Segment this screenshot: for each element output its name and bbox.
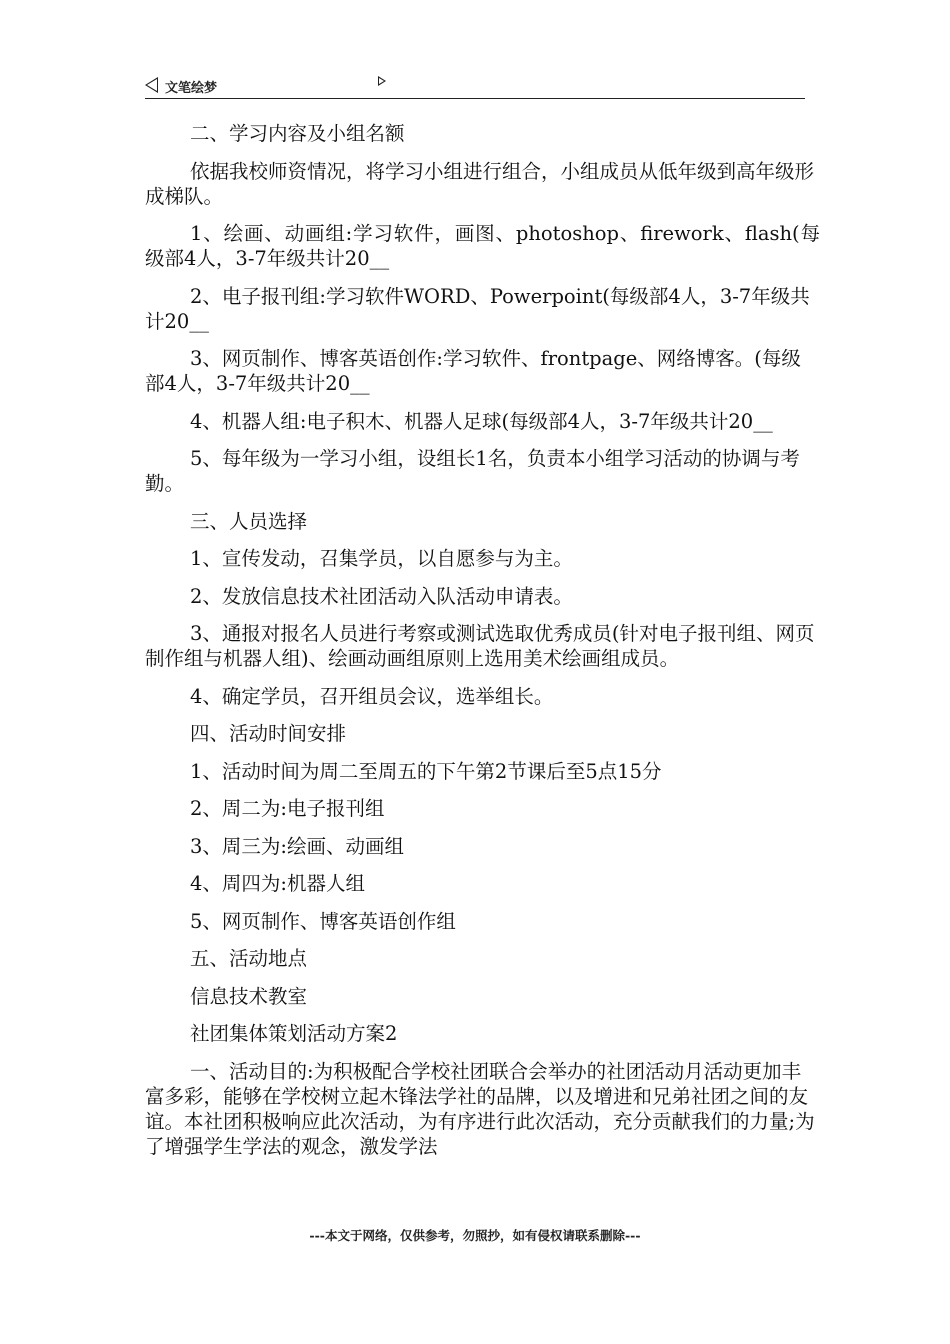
paragraph: 2、周二为:电子报刊组 — [190, 797, 385, 820]
header-brand: 文笔绘梦 — [165, 81, 218, 96]
section-heading-4: 四、活动时间安排 — [190, 722, 347, 745]
section-heading-5: 五、活动地点 — [190, 947, 308, 970]
document-body — [145, 121, 820, 1159]
paragraph: 2、电子报刊组:学习软件WORD、Powerpoint(每级部4人，3-7年级共计20__ — [145, 284, 810, 333]
paragraph: 3、网页制作、博客英语创作:学习软件、frontpage、网络博客。(每级部4人，3-7年级共计20__ — [145, 347, 801, 395]
paragraph: 信息技术教室 — [190, 984, 308, 1008]
paragraph: 4、机器人组:电子积木、机器人足球(每级部4人，3-7年级共计20__ — [190, 409, 773, 433]
paragraph: 4、确定学员，召开组员会议，选举组长。 — [190, 684, 554, 708]
section-heading-2: 二、学习内容及小组名额 — [190, 122, 405, 145]
paragraph: 3、周三为:绘画、动画组 — [190, 834, 404, 858]
paragraph: 5、网页制作、博客英语创作组 — [190, 909, 456, 933]
paragraph: 4、周四为:机器人组 — [190, 872, 365, 895]
right-triangle-icon — [378, 76, 386, 86]
left-triangle-icon — [145, 77, 158, 93]
paragraph: 5、每年级为一学习小组，设组长1名，负责本小组学习活动的协调与考勤。 — [145, 447, 800, 495]
paragraph: 依据我校师资情况，将学习小组进行组合，小组成员从低年级到高年级形成梯队。 — [145, 159, 815, 208]
footer-disclaimer: ---本文于网络，仅供参考，勿照抄，如有侵权请联系删除--- — [309, 1228, 641, 1243]
paragraph: 2、发放信息技术社团活动入队活动申请表。 — [190, 584, 573, 608]
paragraph: 1、宣传发动，召集学员，以自愿参与为主。 — [190, 547, 573, 570]
section-heading-3: 三、人员选择 — [190, 509, 308, 533]
document-subtitle: 社团集体策划活动方案2 — [190, 1022, 398, 1045]
paragraph: 一、活动目的:为积极配合学校社团联合会举办的社团活动月活动更加丰富多彩，能够在学校树立起木锋法学社的品牌，以及增进和兄弟社团之间的友谊。本社团积极响应此次活动，为有序进行此次活动，充分贡献我们的力量;为了增强学生学法的观念，激发学法 — [145, 1059, 815, 1158]
page-header — [145, 72, 805, 99]
paragraph: 3、通报对报名人员进行考察或测试选取优秀成员(针对电子报刊组、网页制作组与机器人组)、绘画动画组原则上选用美术绘画组成员。 — [145, 622, 815, 670]
paragraph: 1、活动时间为周二至周五的下午第2节课后至5点15分 — [190, 759, 662, 783]
paragraph: 1、绘画、动画组:学习软件，画图、photoshop、firework、flash(每级部4人，3-7年级共计20__ — [145, 222, 820, 270]
